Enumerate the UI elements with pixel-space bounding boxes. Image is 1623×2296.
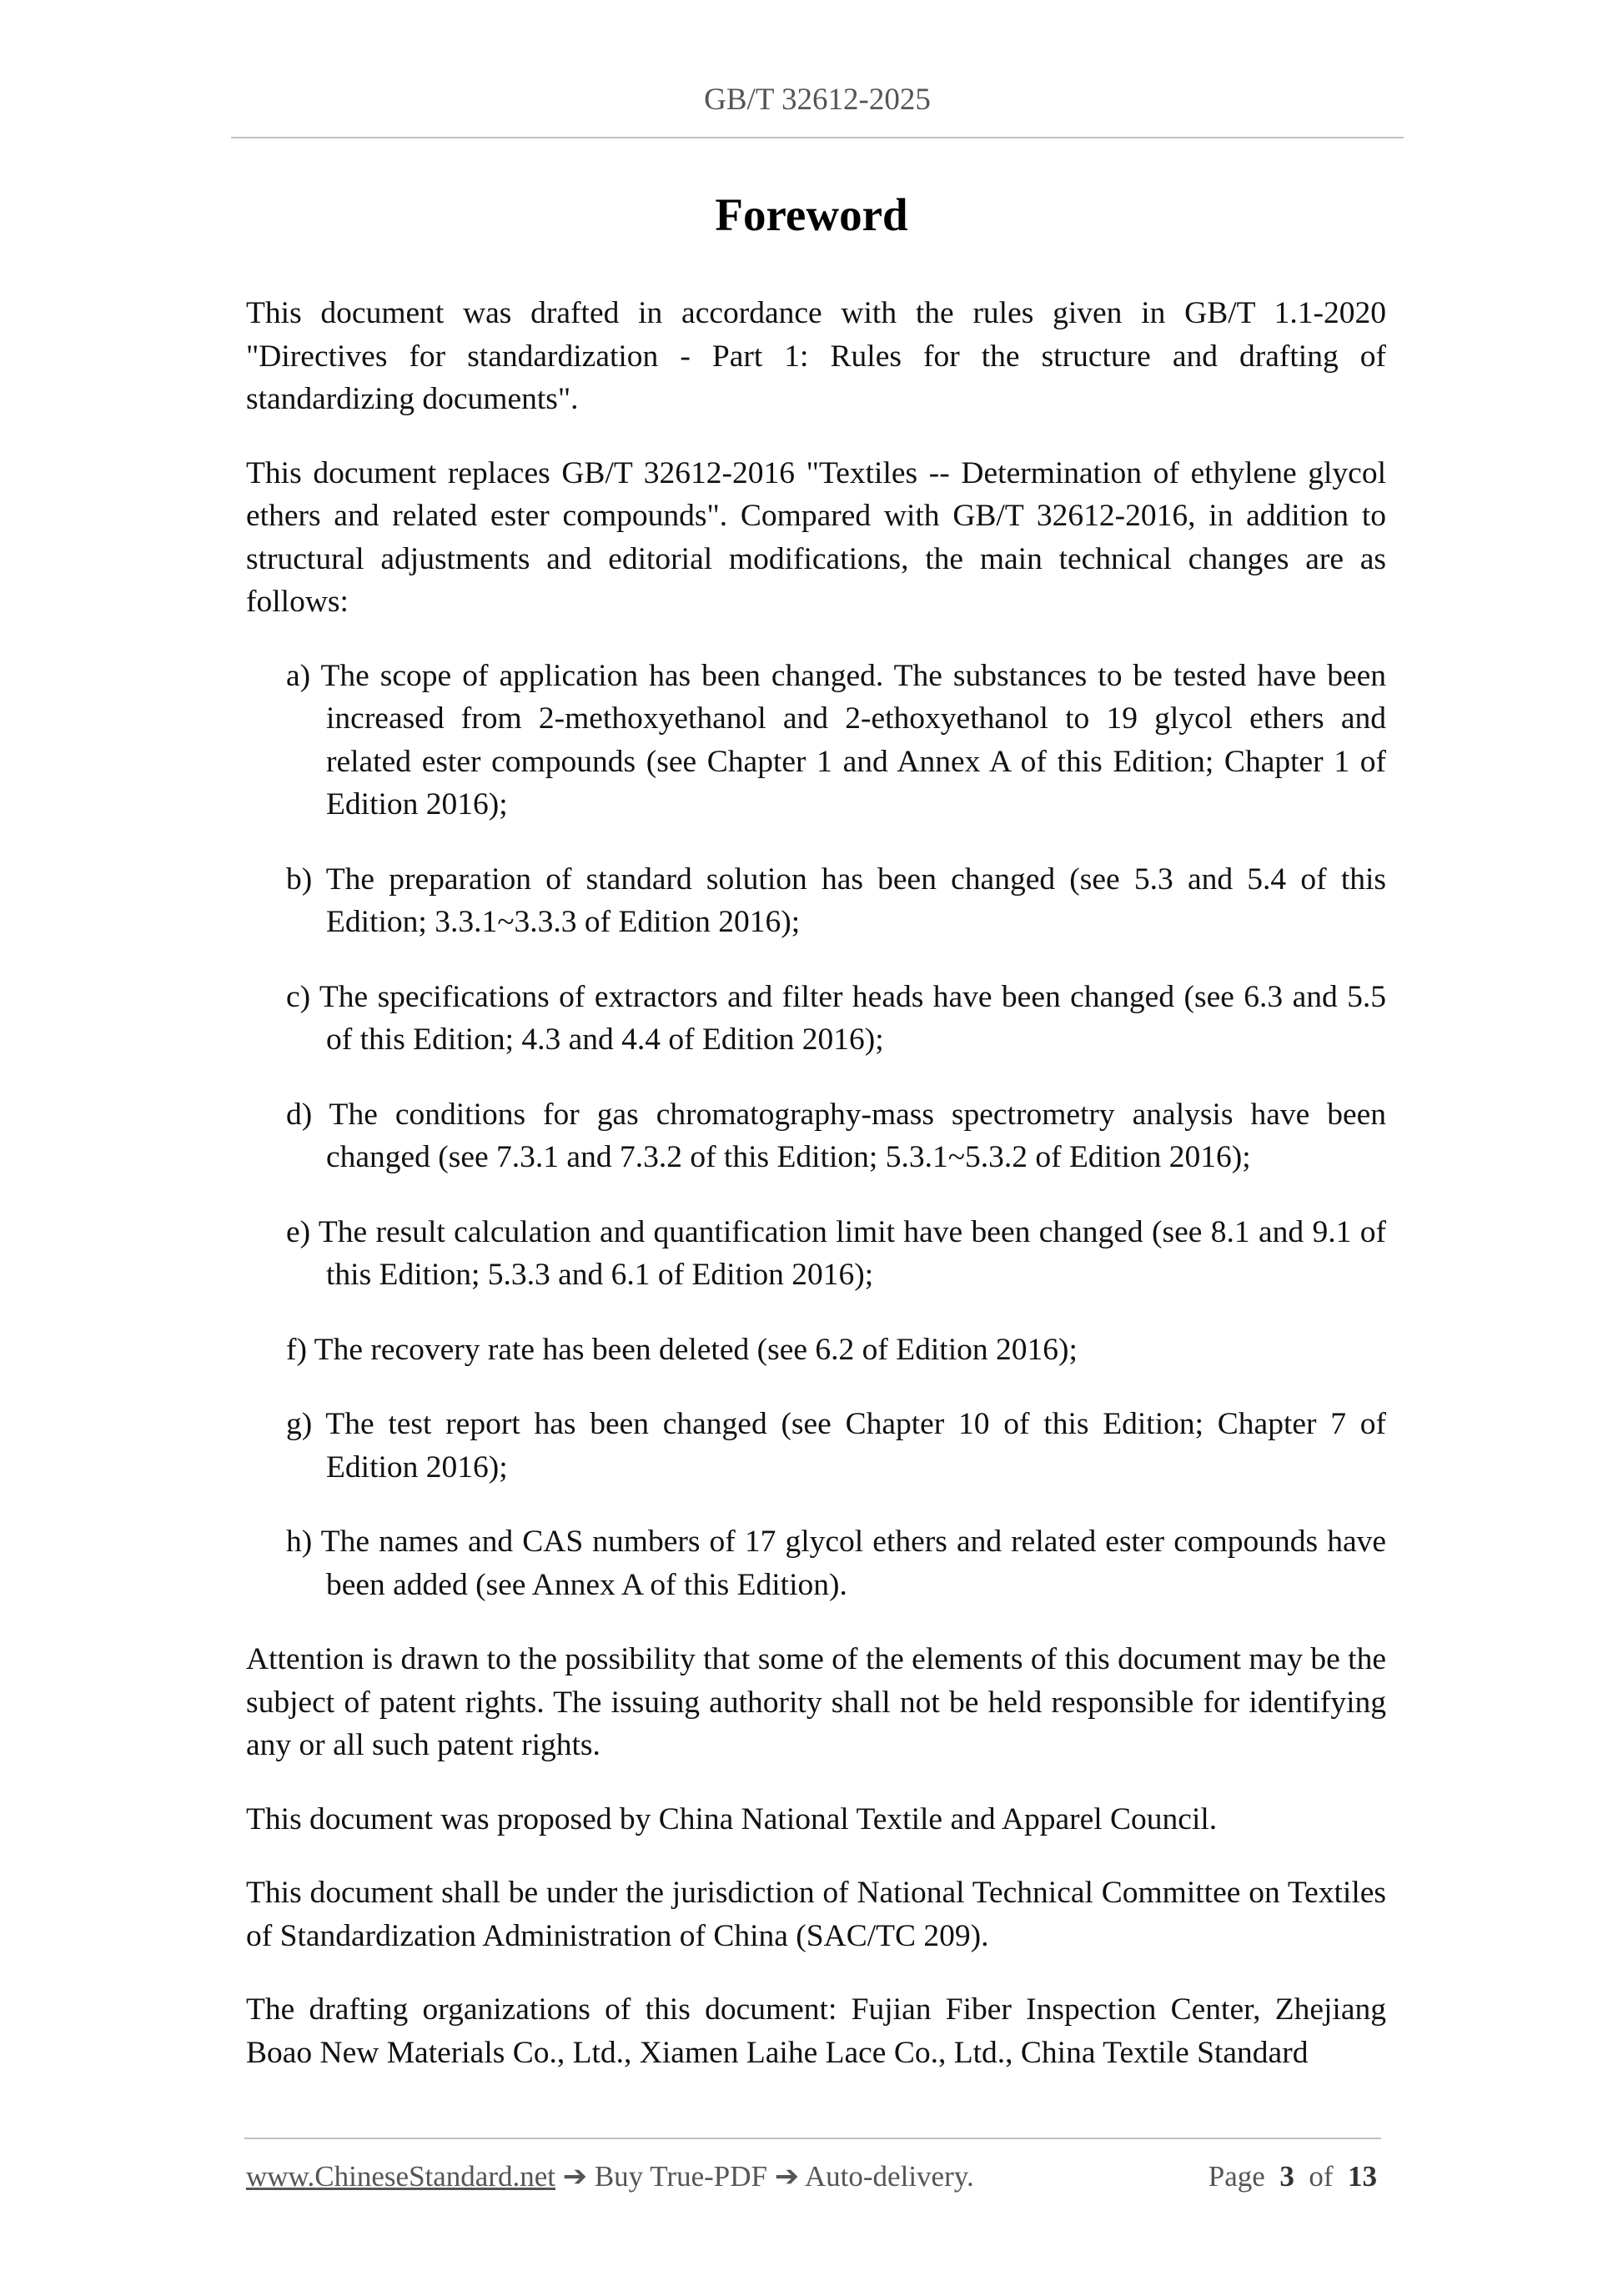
arrow-right-icon: ➔: [774, 2160, 800, 2193]
auto-delivery-text: Auto-delivery.: [804, 2160, 974, 2193]
footer-divider: [244, 2138, 1381, 2139]
footer-promo: [246, 2160, 974, 2193]
changes-list: [246, 655, 1386, 1607]
paragraph-drafting-rules: This document was drafted in accordance with the rules given in GB/T 1.1-2020 "Directives for standardization - Part 1: Rules for the structure and drafting of standardizing documents".: [246, 296, 1386, 416]
page-number: 3: [1279, 2160, 1294, 2193]
of-label: of: [1309, 2160, 1334, 2193]
list-item: e) The result calculation and quantification limit have been changed (see 8.1 and 9.1 of this Edition; 5.3.3 and 6.1 of Edition 2016);: [286, 1214, 1386, 1292]
list-item: d) The conditions for gas chromatography-mass spectrometry analysis have been changed (see 7.3.1 and 7.3.2 of this Edition; 5.3.1~5.3.2 of Edition 2016);: [286, 1097, 1386, 1174]
header-divider: [231, 137, 1404, 138]
document-body: [246, 292, 1386, 2105]
list-item: g) The test report has been changed (see Chapter 10 of this Edition; Chapter 7 of Edition 2016);: [286, 1407, 1386, 1485]
paragraph-jurisdiction: This document shall be under the jurisdiction of National Technical Committee on Textiles of Standardization Administration of China (SAC/TC 209).: [246, 1876, 1386, 1953]
page-indicator: [1208, 2160, 1377, 2193]
buy-pdf-text: Buy True-PDF: [594, 2160, 767, 2193]
list-item: b) The preparation of standard solution has been changed (see 5.3 and 5.4 of this Edition; 3.3.1~3.3.3 of Edition 2016);: [286, 862, 1386, 939]
document-code: GB/T 32612-2025: [704, 83, 931, 117]
page-label: Page: [1208, 2160, 1265, 2193]
list-item: a) The scope of application has been changed. The substances to be tested have been increased from 2-methoxyethanol and 2-ethoxyethanol to 19 glycol ethers and related ester compounds (see Chapter 1 and Annex A of this Edition; Chapter 1 of Edition 2016);: [286, 658, 1386, 821]
arrow-right-icon: ➔: [562, 2160, 588, 2193]
list-item: h) The names and CAS numbers of 17 glycol ethers and related ester compounds have been added (see Annex A of this Edition).: [286, 1525, 1386, 1602]
page-title: Foreword: [715, 189, 908, 240]
list-item: f) The recovery rate has been deleted (see 6.2 of Edition 2016);: [286, 1332, 1078, 1367]
paragraph-patent-notice: Attention is drawn to the possibility that some of the elements of this document may be the subject of patent rights. The issuing authority shall not be held responsible for identifying any or all such patent rights.: [246, 1642, 1386, 1762]
paragraph-proposed-by: This document was proposed by China National Textile and Apparel Council.: [246, 1801, 1218, 1836]
list-item: c) The specifications of extractors and filter heads have been changed (see 6.3 and 5.5 of this Edition; 4.3 and 4.4 of Edition 2016);: [286, 979, 1386, 1057]
page-header: [231, 82, 1404, 118]
page-total: 13: [1348, 2160, 1377, 2193]
paragraph-replacement: This document replaces GB/T 32612-2016 "Textiles -- Determination of ethylene glycol ethers and related ester compounds". Compared with GB/T 32612-2016, in addition to structural adjustments and editorial modifications, the main technical changes are as follows:: [246, 455, 1386, 619]
paragraph-drafting-organizations: The drafting organizations of this document: Fujian Fiber Inspection Center, Zhejiang Boao New Materials Co., Ltd., Xiamen Laihe Lace Co., Ltd., China Textile Standard: [246, 1992, 1386, 2070]
site-link[interactable]: www.ChineseStandard.net: [246, 2160, 555, 2193]
